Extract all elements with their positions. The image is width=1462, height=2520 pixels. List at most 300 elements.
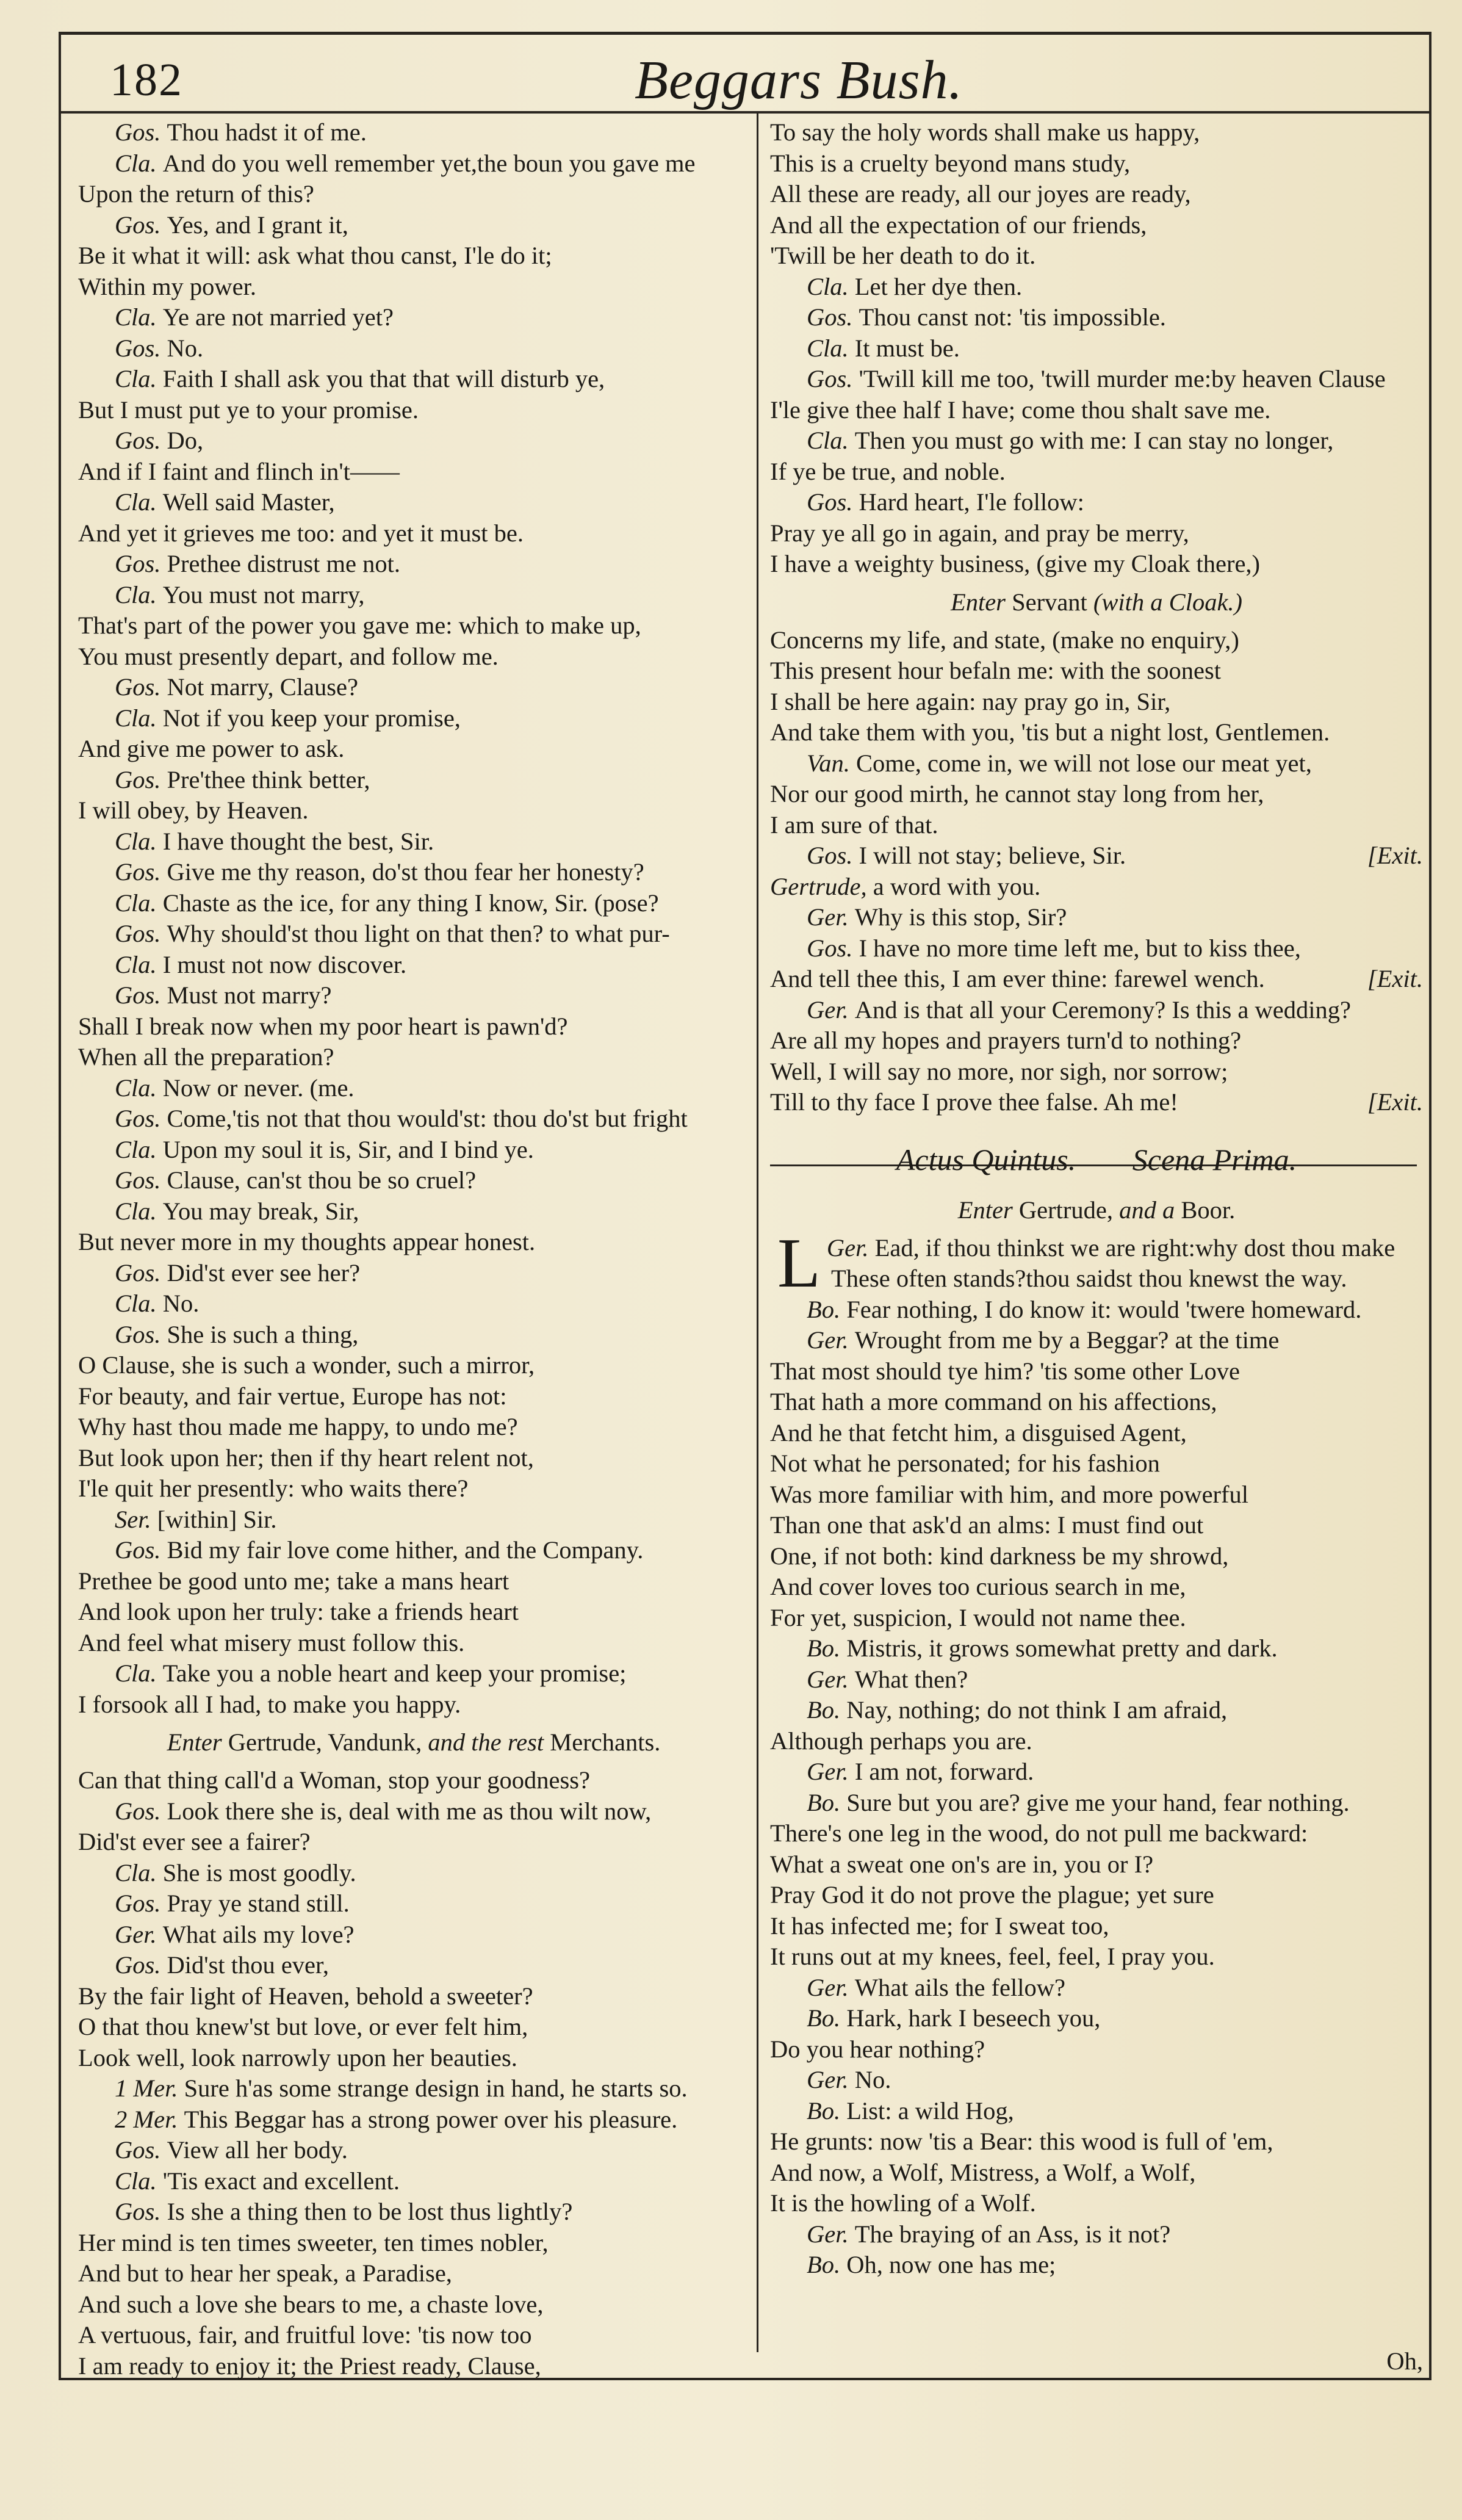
line-text: That's part of the power you gave me: which to make up,	[78, 612, 641, 639]
verse-line	[770, 840, 1423, 872]
verse-line	[78, 364, 749, 395]
line-text: a word with you.	[873, 872, 1041, 900]
verse-line	[78, 2258, 749, 2289]
line-text: To say the holy words shall make us happy,	[770, 118, 1200, 146]
line-text: You may break, Sir,	[162, 1197, 359, 1225]
line-text: Come,'tis not that thou would'st: thou do'st but fright	[167, 1105, 688, 1132]
verse-line	[78, 2351, 749, 2382]
speaker-name: Cla.	[115, 827, 163, 855]
line-text: Clause, can'st thou be so cruel?	[167, 1166, 477, 1194]
verse-line	[78, 117, 749, 148]
verse-line	[770, 625, 1423, 656]
verse-line	[770, 2188, 1423, 2219]
verse-line	[78, 1165, 749, 1196]
line-text: This is a cruelty beyond mans study,	[770, 149, 1131, 177]
line-text: You must presently depart, and follow me.	[78, 642, 499, 670]
line-text: And such a love she bears to me, a chaste love,	[78, 2290, 544, 2318]
line-text: Are all my hopes and prayers turn'd to nothing?	[770, 1027, 1242, 1054]
verse-line	[770, 964, 1423, 995]
speaker-name: Cla.	[115, 2167, 163, 2195]
line-text: List: a wild Hog,	[846, 2096, 1014, 2125]
verse-line	[770, 272, 1423, 303]
line-text: And yet it grieves me too: and yet it must be.	[78, 519, 524, 547]
verse-line	[770, 1387, 1423, 1418]
verse-line	[78, 2135, 749, 2166]
verse-line	[770, 2065, 1423, 2096]
speaker-name: Gos.	[115, 427, 167, 454]
verse-line	[78, 1628, 749, 1659]
speaker-name: Gos.	[115, 1105, 167, 1132]
verse-line	[770, 425, 1423, 457]
line-text: Faith I shall ask you that that will disturb ye,	[162, 365, 605, 392]
verse-line	[770, 302, 1423, 333]
line-text: Did'st thou ever,	[167, 1951, 329, 1979]
line-text: O that thou knew'st but love, or ever felt him,	[78, 2013, 528, 2040]
verse-line	[770, 1818, 1423, 1849]
verse-line	[78, 1504, 749, 1536]
verse-line	[78, 672, 749, 703]
line-text: Not if you keep your promise,	[162, 704, 461, 732]
speaker-name: Ger.	[807, 1665, 855, 1693]
verse-line	[78, 179, 749, 210]
verse-line	[78, 765, 749, 796]
speaker-name: Cla.	[115, 1659, 163, 1687]
speaker-name: Cla.	[115, 1135, 163, 1163]
verse-line	[770, 902, 1423, 933]
left-border	[59, 32, 61, 2379]
verse-line	[770, 872, 1423, 903]
verse-line	[78, 980, 749, 1011]
line-text: Ye are not married yet?	[162, 303, 394, 331]
verse-line	[770, 2096, 1423, 2127]
line-text: I'le give thee half I have; come thou shalt save me.	[770, 395, 1271, 424]
verse-line	[78, 487, 749, 518]
speaker-name: Gos.	[115, 1890, 167, 1917]
line-text: View all her body.	[167, 2136, 348, 2164]
line-text: And look upon her truly: take a friends heart	[78, 1598, 519, 1625]
verse-line	[78, 950, 749, 981]
line-text: Ead, if thou thinkst we are right:why dost thou make	[874, 1233, 1395, 1262]
line-text: I have no more time left me, but to kiss thee,	[859, 934, 1301, 962]
verse-line	[78, 1473, 749, 1504]
verse-line	[770, 779, 1423, 810]
speaker-name: Ger.	[807, 903, 855, 931]
verse-line	[78, 2289, 749, 2320]
verse-line	[770, 1325, 1423, 1356]
speaker-name: Gos.	[115, 765, 167, 793]
verse-line	[78, 1350, 749, 1381]
act-title: Actus Quintus.	[896, 1142, 1076, 1177]
line-text: Not what he personated; for his fashion	[770, 1450, 1160, 1477]
verse-line	[770, 748, 1423, 779]
verse-line	[770, 210, 1423, 241]
speaker-name: Bo.	[807, 2251, 847, 2278]
verse-line	[770, 1056, 1423, 1088]
line-text: Hark, hark I beseech you,	[846, 2004, 1101, 2032]
verse-line	[78, 919, 749, 950]
verse-line	[78, 1566, 749, 1597]
speaker-name: Cla.	[115, 1858, 163, 1886]
line-text: Must not marry?	[167, 981, 332, 1009]
verse-line	[78, 518, 749, 549]
catchword: Oh,	[1386, 2347, 1423, 2375]
line-text: And tell thee this, I am ever thine: farewel wench.	[770, 965, 1265, 992]
line-text: It runs out at my knees, feel, feel, I pray you.	[770, 1943, 1215, 1970]
speaker-name: Gertrude,	[770, 872, 873, 900]
verse-line	[770, 487, 1423, 518]
verse-line	[770, 995, 1423, 1026]
line-text: The braying of an Ass, is it not?	[854, 2220, 1171, 2248]
verse-line	[78, 2012, 749, 2043]
verse-line	[78, 641, 749, 673]
drop-cap: L	[777, 1224, 821, 1302]
stage-direction	[78, 1720, 749, 1765]
verse-line	[78, 1412, 749, 1443]
line-text: Prethee distrust me not.	[167, 550, 400, 577]
verse-line	[770, 2003, 1423, 2034]
verse-line	[770, 1756, 1423, 1788]
scene-title: Scena Prima.	[1132, 1142, 1297, 1177]
verse-line	[78, 333, 749, 364]
line-text: Prethee be good unto me; take a mans heart	[78, 1567, 510, 1595]
speaker-name: Van.	[807, 749, 856, 777]
verse-line	[770, 717, 1423, 748]
line-text: Upon my soul it is, Sir, and I bind ye.	[162, 1135, 534, 1163]
line-text: Within my power.	[78, 272, 256, 300]
line-text: Not marry, Clause?	[167, 673, 358, 701]
speaker-name: Bo.	[807, 1788, 847, 1816]
verse-line	[770, 1479, 1423, 1511]
verse-line	[770, 1849, 1423, 1880]
verse-line	[770, 179, 1423, 210]
verse-line	[78, 1073, 749, 1104]
verse-line	[78, 795, 749, 826]
speaker-name: Ger.	[826, 1233, 875, 1262]
line-text: Now or never. (me.	[162, 1074, 355, 1102]
speaker-name: Gos.	[807, 488, 859, 516]
right-column-bottom	[770, 1224, 1423, 2281]
line-text: Shall I break now when my poor heart is pawn'd?	[78, 1012, 568, 1040]
verse-line	[78, 240, 749, 272]
exit-direction: [Exit.	[1367, 965, 1423, 992]
verse-line	[78, 2197, 749, 2228]
speaker-name: Cla.	[115, 950, 163, 978]
speaker-name: Ger.	[807, 2066, 855, 2093]
line-text: And give me power to ask.	[78, 735, 345, 762]
speaker-name: Cla.	[807, 334, 855, 362]
speaker-name: Cla.	[115, 889, 163, 917]
line-text: No.	[167, 334, 204, 362]
exit-direction: [Exit.	[1367, 1088, 1423, 1116]
verse-line	[78, 1658, 749, 1689]
line-text: I shall be here again: nay pray go in, Sir,	[770, 687, 1171, 715]
stage-entry-name: Gertrude,	[1018, 1196, 1113, 1224]
speaker-name: Ger.	[807, 2220, 855, 2248]
page-number: 182	[110, 54, 183, 106]
speaker-name: Gos.	[807, 842, 859, 869]
verse-line	[78, 549, 749, 580]
line-text: Although perhaps you are.	[770, 1727, 1032, 1755]
verse-line	[78, 857, 749, 888]
verse-line	[78, 1011, 749, 1042]
verse-line	[78, 1765, 749, 1796]
line-text: And all the expectation of our friends,	[770, 211, 1147, 239]
verse-line	[770, 810, 1423, 841]
speaker-name: Ser.	[115, 1505, 157, 1533]
verse-line	[78, 1597, 749, 1628]
line-text: Take you a noble heart and keep your promise;	[162, 1659, 627, 1687]
verse-line	[770, 1294, 1423, 1326]
line-text: And cover loves too curious search in me,	[770, 1573, 1186, 1600]
speaker-name: Gos.	[115, 1166, 167, 1194]
line-text: And but to hear her speak, a Paradise,	[78, 2259, 452, 2287]
line-text: All these are ready, all our joyes are ready,	[770, 180, 1191, 208]
speaker-name: Gos.	[115, 673, 167, 701]
speaker-name: Cla.	[115, 365, 163, 392]
verse-line	[78, 1381, 749, 1412]
speaker-name: Ger.	[807, 995, 855, 1024]
line-text: Nay, nothing; do not think I am afraid,	[846, 1696, 1228, 1724]
verse-line	[770, 395, 1423, 426]
line-text: This Beggar has a strong power over his pleasure.	[184, 2105, 678, 2133]
line-text: Why should'st thou light on that then? to what pur-	[167, 920, 670, 947]
verse-line	[78, 2166, 749, 2197]
line-text: Hard heart, I'le follow:	[859, 488, 1084, 516]
verse-line	[770, 1941, 1423, 1973]
line-text: He grunts: now 'tis a Bear: this wood is full of 'em,	[770, 2128, 1273, 2155]
stage-entry-word: Enter	[950, 588, 1006, 616]
stage-entry-mid: and a	[1119, 1196, 1175, 1224]
stage-entry-post: Merchants.	[550, 1728, 661, 1756]
line-text: What then?	[854, 1665, 968, 1693]
line-text: A vertuous, fair, and fruitful love: 'tis now too	[78, 2321, 532, 2349]
right-column	[770, 117, 1423, 2375]
left-column	[78, 117, 749, 2381]
line-text: And if I faint and flinch in't——	[78, 457, 400, 485]
line-text: Look there she is, deal with me as thou wilt now,	[167, 1797, 652, 1825]
verse-line	[770, 549, 1423, 580]
line-text: Pray ye all go in again, and pray be merry,	[770, 519, 1189, 547]
line-text: 'Twill be her death to do it.	[770, 242, 1036, 269]
speaker-name: Gos.	[115, 211, 167, 239]
speaker-name: Ger.	[807, 1973, 855, 2001]
verse-line	[78, 2073, 749, 2104]
column-divider	[757, 114, 758, 2352]
line-text: Come, come in, we will not lose our meat yet,	[856, 749, 1312, 777]
verse-line	[770, 117, 1423, 148]
speaker-name: Gos.	[807, 365, 859, 392]
verse-line	[770, 1911, 1423, 1942]
verse-line	[78, 888, 749, 919]
line-text: Her mind is ten times sweeter, ten times nobler,	[78, 2228, 549, 2256]
verse-line	[78, 1689, 749, 1720]
top-rule	[59, 32, 1431, 35]
stage-direction	[770, 580, 1423, 625]
verse-line	[78, 1227, 749, 1258]
verse-line	[770, 933, 1423, 964]
verse-line	[78, 1196, 749, 1227]
speaker-name: Gos.	[115, 1258, 167, 1287]
verse-line	[78, 2320, 749, 2351]
stage-entry-names: Servant	[1012, 588, 1087, 616]
line-text: Sure but you are? give me your hand, fear nothing.	[846, 1788, 1350, 1816]
verse-line	[78, 1919, 749, 1951]
line-text: Than one that ask'd an alms: I must find out	[770, 1511, 1204, 1539]
line-text: And take them with you, 'tis but a night lost, Gentlemen.	[770, 718, 1330, 746]
line-text: What a sweat one on's are in, you or I?	[770, 1850, 1154, 1878]
line-text: Fear nothing, I do know it: would 'twere homeward.	[846, 1295, 1362, 1323]
line-text: Upon the return of this?	[78, 180, 314, 208]
line-text: Do you hear nothing?	[770, 2035, 985, 2063]
act-heading	[770, 1132, 1423, 1188]
line-text: If ye be true, and noble.	[770, 457, 1006, 485]
verse-line	[78, 210, 749, 241]
speaker-name: Gos.	[115, 550, 167, 577]
line-text: Yes, and I grant it,	[167, 211, 348, 239]
verse-line	[78, 1950, 749, 1981]
verse-line	[770, 1510, 1423, 1541]
speaker-name: 2 Mer.	[115, 2105, 184, 2133]
verse-line	[78, 457, 749, 488]
speaker-name: Gos.	[115, 1797, 167, 1825]
verse-line	[78, 1042, 749, 1073]
line-text: Do,	[167, 427, 204, 454]
line-text: Was more familiar with him, and more powerful	[770, 1480, 1249, 1508]
speaker-name: Gos.	[115, 920, 167, 947]
line-text: You must not marry,	[162, 580, 365, 608]
verse-line	[78, 148, 749, 179]
line-text: Chaste as the ice, for any thing I know, Sir. (pose?	[162, 889, 659, 917]
line-text: 'Twill kill me too, 'twill murder me:by heaven Clause	[859, 365, 1386, 392]
line-text: What ails my love?	[162, 1920, 355, 1948]
verse-line	[770, 518, 1423, 549]
verse-line	[770, 687, 1423, 718]
line-text: Let her dye then.	[854, 272, 1023, 300]
line-text: She is most goodly.	[162, 1858, 356, 1886]
line-text: She is such a thing,	[167, 1320, 359, 1348]
line-text: Wrought from me by a Beggar? at the time	[854, 1326, 1280, 1354]
verse-line	[770, 1418, 1423, 1449]
verse-line	[78, 1858, 749, 1889]
line-text: It has infected me; for I sweat too,	[770, 1912, 1109, 1940]
line-text: Oh, now one has me;	[846, 2251, 1056, 2278]
verse-line	[770, 1726, 1423, 1757]
line-text: I will obey, by Heaven.	[78, 796, 309, 824]
line-text: What ails the fellow?	[854, 1973, 1065, 2001]
exit-direction: [Exit.	[1367, 842, 1423, 869]
verse-line	[78, 703, 749, 734]
line-text: And feel what misery must follow this.	[78, 1628, 465, 1656]
line-text: That most should tye him? 'tis some other Love	[770, 1357, 1240, 1385]
verse-line	[770, 148, 1423, 179]
verse-line	[770, 457, 1423, 488]
speaker-name: Bo.	[807, 1634, 847, 1662]
line-text: Why hast thou made me happy, to undo me?	[78, 1413, 518, 1440]
stage-entry-post: Boor.	[1181, 1196, 1236, 1224]
verse-line	[78, 272, 749, 303]
line-text: No.	[162, 1290, 200, 1317]
line-text: But look upon her; then if thy heart relent not,	[78, 1443, 534, 1471]
verse-line	[78, 734, 749, 765]
speaker-name: Gos.	[807, 303, 859, 331]
line-text: Give me thy reason, do'st thou fear her honesty?	[167, 858, 644, 886]
speaker-name: Ger.	[807, 1758, 855, 1785]
line-text: Did'st ever see her?	[167, 1258, 361, 1287]
line-text: I will not stay; believe, Sir.	[859, 842, 1126, 869]
line-text: Look well, look narrowly upon her beauties.	[78, 2043, 517, 2071]
verse-line	[78, 302, 749, 333]
verse-line	[770, 1664, 1423, 1695]
speaker-name: Gos.	[115, 118, 167, 146]
right-column-top	[770, 117, 1423, 1118]
verse-line	[78, 1258, 749, 1289]
verse-line	[770, 1603, 1423, 1634]
verse-line	[770, 1087, 1423, 1118]
verse-line	[770, 1880, 1423, 1911]
verse-line	[770, 240, 1423, 272]
line-text: For yet, suspicion, I would not name thee.	[770, 1603, 1186, 1631]
line-text: By the fair light of Heaven, behold a sweeter?	[78, 1982, 533, 2010]
verse-line	[770, 2126, 1423, 2157]
speaker-name: Gos.	[115, 981, 167, 1009]
verse-line	[78, 610, 749, 641]
line-text: I am sure of that.	[770, 811, 938, 839]
line-text: Why is this stop, Sir?	[854, 903, 1067, 931]
line-text: It is the howling of a Wolf.	[770, 2189, 1036, 2217]
verse-line	[770, 1025, 1423, 1056]
line-text: When all the preparation?	[78, 1043, 334, 1070]
speaker-name: Cla.	[807, 272, 855, 300]
verse-line	[770, 655, 1423, 687]
verse-line	[770, 364, 1423, 395]
line-text: Be it what it will: ask what thou canst, I'le do it;	[78, 242, 552, 269]
line-text: I am ready to enjoy it; the Priest ready, Clause,	[78, 2352, 541, 2380]
speaker-name: Gos.	[115, 858, 167, 886]
line-text: And is that all your Ceremony? Is this a wedding?	[854, 995, 1351, 1024]
verse-line	[770, 1448, 1423, 1479]
verse-line	[78, 1103, 749, 1135]
verse-line	[78, 395, 749, 426]
line-text: These often stands?thou saidst thou knewst the way.	[831, 1265, 1347, 1292]
line-text: There's one leg in the wood, do not pull me backward:	[770, 1819, 1308, 1847]
line-text: Till to thy face I prove thee false. Ah me!	[770, 1088, 1178, 1116]
line-text: I am not, forward.	[854, 1758, 1034, 1785]
line-text: But never more in my thoughts appear honest.	[78, 1228, 536, 1255]
scene-entry	[770, 1188, 1423, 1233]
speaker-name: Bo.	[807, 2096, 847, 2125]
speaker-name: Cla.	[115, 488, 163, 516]
verse-line	[770, 1973, 1423, 2004]
verse-line	[78, 1827, 749, 1858]
speaker-name: Gos.	[807, 934, 859, 962]
verse-line	[78, 1888, 749, 1919]
speaker-name: Bo.	[807, 1295, 847, 1323]
speaker-name: Ger.	[115, 1920, 163, 1948]
verse-line	[770, 1572, 1423, 1603]
line-text: And do you well remember yet,the boun you gave me	[162, 149, 696, 177]
line-text: Well, I will say no more, nor sigh, nor sorrow;	[770, 1057, 1228, 1085]
line-text: This present hour befaln me: with the soonest	[770, 657, 1221, 684]
speaker-name: Cla.	[115, 1290, 163, 1317]
line-text: And now, a Wolf, Mistress, a Wolf, a Wolf,	[770, 2158, 1196, 2186]
verse-line	[78, 1135, 749, 1166]
line-text: I must not now discover.	[162, 950, 407, 978]
line-text: That hath a more command on his affections,	[770, 1388, 1217, 1415]
verse-line	[770, 1788, 1423, 1819]
speaker-name: Cla.	[115, 580, 163, 608]
verse-line	[770, 333, 1423, 364]
speaker-name: Gos.	[115, 1951, 167, 1979]
